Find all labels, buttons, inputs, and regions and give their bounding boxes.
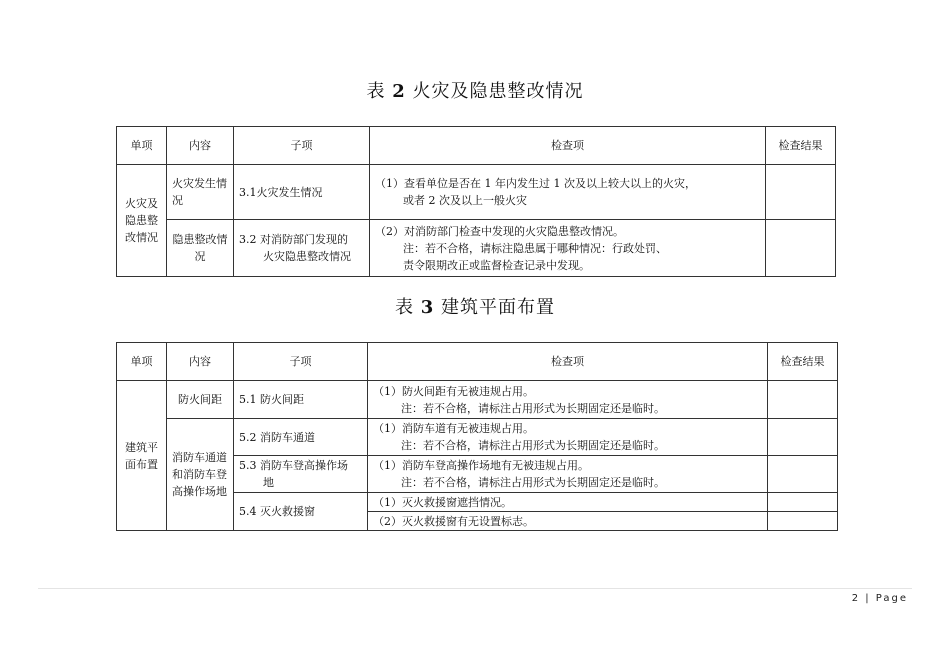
page-number: 2 | Page: [851, 593, 908, 604]
header-check-item: 检查项: [368, 343, 768, 381]
table2-title-prefix: 表: [366, 81, 386, 102]
table3-header-row: [117, 343, 838, 381]
header-sub-item: 子项: [234, 127, 370, 165]
check-line: （1）查看单位是否在 1 年内发生过 1 次及以上较大以上的火灾，: [375, 177, 696, 190]
content-cell: 火灾发生情况: [167, 165, 234, 220]
check-line: 注：若不合格，请标注占用形式为长期固定还是临时。: [401, 401, 665, 415]
header-check-result: 检查结果: [768, 343, 838, 381]
result-cell[interactable]: [768, 456, 838, 493]
table3: [116, 342, 838, 531]
sub-line: 3.2 对消防部门发现的: [239, 233, 348, 246]
table-row: [117, 419, 838, 456]
table2-title-number: 2: [392, 81, 406, 102]
check-line: （1）消防车道有无被违规占用。: [373, 422, 534, 435]
table3-title-number: 3: [420, 297, 435, 318]
check-line: （2）对消防部门检查中发现的火灾隐患整改情况。: [375, 224, 624, 238]
footer-divider: [38, 588, 912, 589]
sub-item-cell: [234, 456, 368, 493]
header-check-result: 检查结果: [766, 127, 836, 165]
result-cell[interactable]: [766, 220, 836, 277]
check-item-cell: [368, 456, 768, 493]
header-sub-item: 子项: [234, 343, 368, 381]
sub-item-cell: 5.1 防火间距: [234, 381, 368, 419]
header-single-item: 单项: [117, 343, 167, 381]
sub-item-cell: 3.1火灾发生情况: [234, 165, 370, 220]
content-cell: 防火间距: [167, 381, 234, 419]
header-content: 内容: [167, 343, 234, 381]
section-cell: 火灾及隐患整改情况: [117, 165, 167, 277]
result-cell[interactable]: [768, 381, 838, 419]
sub-item-cell: [234, 220, 370, 277]
content-cell: 隐患整改情况: [167, 220, 234, 277]
check-line: 注：若不合格，请标注占用形式为长期固定还是临时。: [401, 476, 665, 489]
sub-line: 火灾隐患整改情况: [263, 250, 351, 263]
table-row: [117, 165, 836, 220]
check-line: 注：若不合格，请标注隐患属于哪种情况：行政处罚、: [403, 241, 667, 255]
result-cell[interactable]: [768, 419, 838, 456]
check-item-cell: [368, 419, 768, 456]
table3-title: [0, 293, 950, 319]
content-cell: 消防车通道和消防车登高操作场地: [167, 419, 234, 531]
table3-title-text: 建筑平面布置: [441, 297, 555, 318]
section-cell: 建筑平面布置: [117, 381, 167, 531]
table2-title-text: 火灾及隐患整改情况: [412, 81, 584, 102]
sub-item-cell: 5.2 消防车通道: [234, 419, 368, 456]
table2-header-row: [117, 127, 836, 165]
table2: [116, 126, 836, 277]
table-row: [117, 381, 838, 419]
check-line: （1）防火间距有无被违规占用。: [373, 384, 534, 398]
check-line: 注：若不合格，请标注占用形式为长期固定还是临时。: [401, 439, 665, 452]
result-cell[interactable]: [768, 512, 838, 531]
table3-title-prefix: 表: [395, 297, 414, 318]
header-single-item: 单项: [117, 127, 167, 165]
sub-line: 5.3 消防车登高操作场: [239, 459, 348, 472]
check-line: （1）消防车登高操作场地有无被违规占用。: [373, 459, 589, 472]
result-cell[interactable]: [766, 165, 836, 220]
sub-item-cell: 5.4 灭火救援窗: [234, 493, 368, 531]
check-line: 责令限期改正或监督检查记录中发现。: [403, 258, 590, 272]
check-item-cell: [370, 165, 766, 220]
check-item-cell: [368, 381, 768, 419]
check-item-cell: （2）灭火救援窗有无设置标志。: [368, 512, 768, 531]
header-content: 内容: [167, 127, 234, 165]
table2-title: [0, 77, 950, 103]
check-line: 或者 2 次及以上一般火灾: [403, 194, 527, 207]
sub-line: 地: [263, 476, 274, 489]
table-row: [117, 220, 836, 277]
check-item-cell: [370, 220, 766, 277]
result-cell[interactable]: [768, 493, 838, 512]
check-item-cell: （1）灭火救援窗遮挡情况。: [368, 493, 768, 512]
header-check-item: 检查项: [370, 127, 766, 165]
